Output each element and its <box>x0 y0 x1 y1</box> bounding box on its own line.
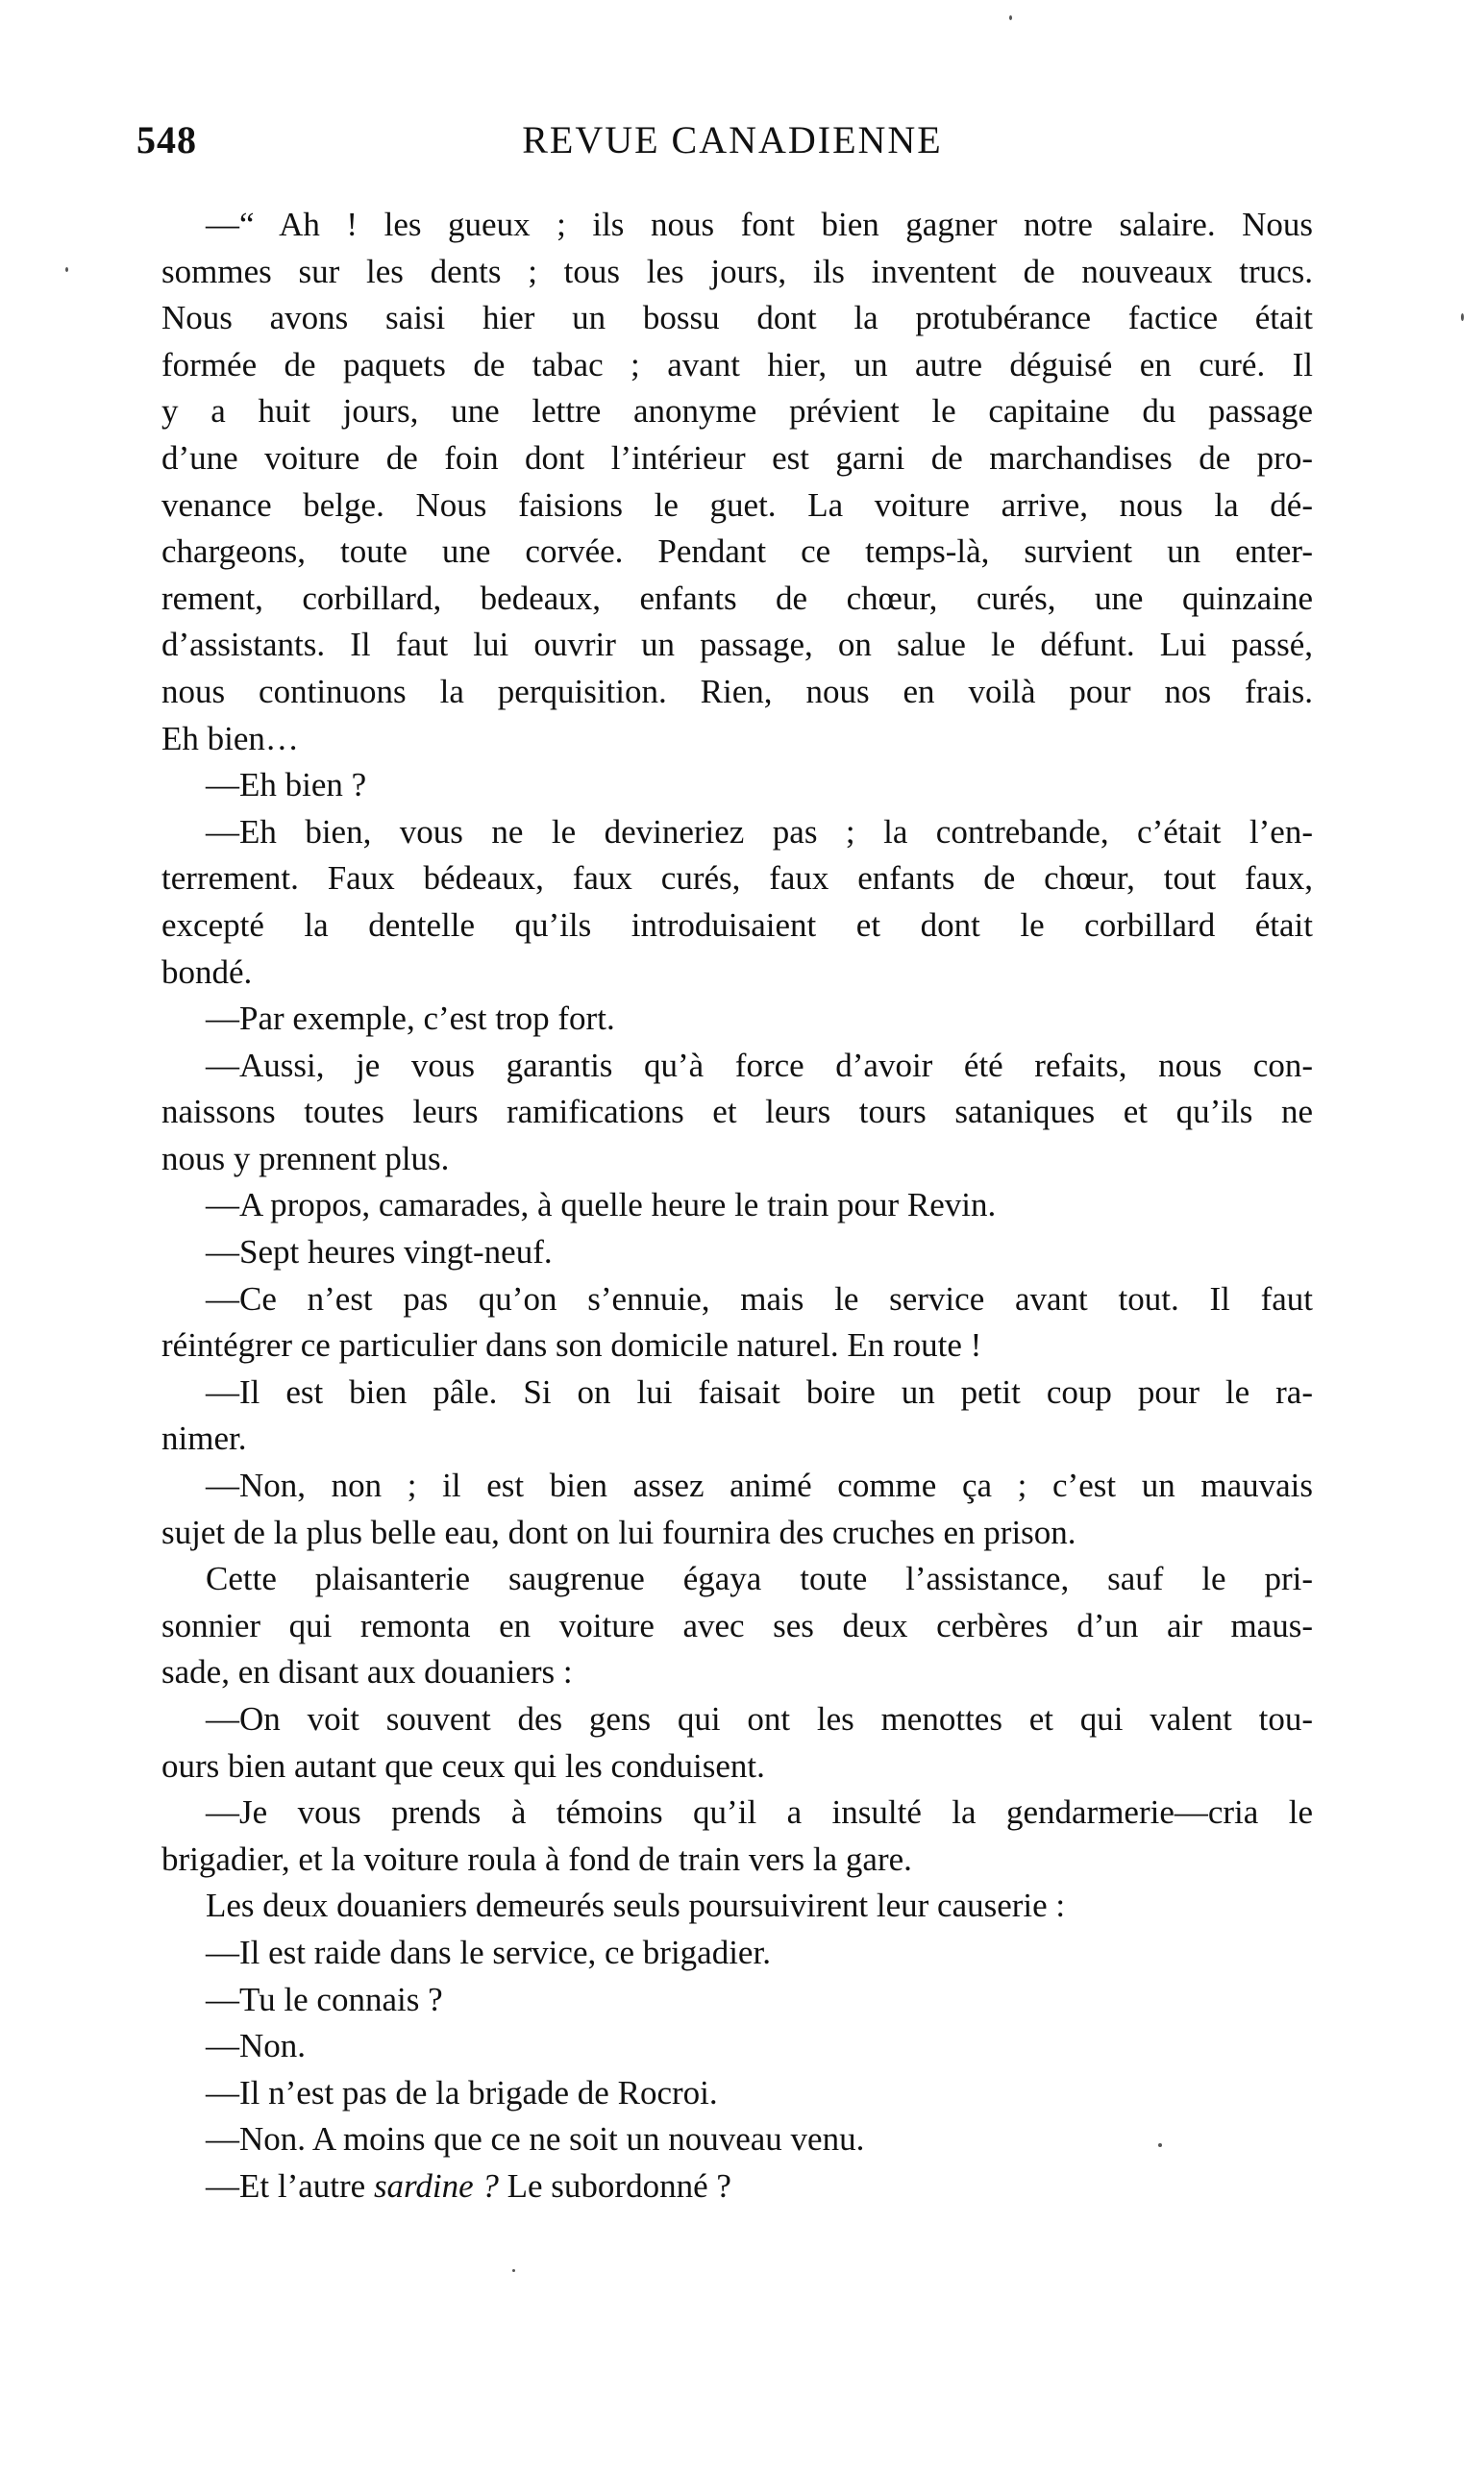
text-line: —A propos, camarades, à quelle heure le train pour Revin. <box>206 1186 997 1224</box>
text-line: naissons toutes leurs ramifications et leurs tours sataniques et qu’ils ne <box>161 1093 1313 1131</box>
text-line: nous continuons la perquisition. Rien, nous en voilà pour nos frais. <box>161 672 1313 710</box>
page-number: 548 <box>136 118 197 161</box>
scan-speck <box>512 2269 515 2272</box>
paragraph <box>161 1930 1313 1977</box>
paragraph <box>161 1043 1313 1183</box>
paragraph <box>161 996 1313 1043</box>
text-line: sonnier qui remonta en voiture avec ses deux cerbères d’un air maus- <box>161 1606 1313 1644</box>
text-line: sujet de la plus belle eau, dont on lui fournira des cruches en prison. <box>161 1513 1076 1551</box>
text-line: —“ Ah ! les gueux ; ils nous font bien gagner notre salaire. Nous <box>206 206 1313 243</box>
text-line: nous y prennent plus. <box>161 1139 450 1177</box>
paragraph <box>161 1229 1313 1276</box>
text-line: Cette plaisanterie saugrenue égaya toute l’assistance, sauf le pri- <box>206 1560 1313 1598</box>
paragraph <box>161 1883 1313 1930</box>
paragraph <box>161 1182 1313 1229</box>
text-line: sade, en disant aux douaniers : <box>161 1653 573 1692</box>
final-line-end: Le subordonné ? <box>498 2166 731 2205</box>
text-line: —Ce n’est pas qu’on s’ennuie, mais le service avant tout. Il faut <box>206 1279 1313 1318</box>
text-line: —Eh bien ? <box>206 766 367 804</box>
text-line: —Je vous prends à témoins qu’il a insulté la gendarmerie—cria le <box>206 1793 1313 1832</box>
text-line: —Par exemple, c’est trop fort. <box>206 1000 615 1038</box>
text-line: —Aussi, je vous garantis qu’à force d’avoir été refaits, nous con- <box>206 1046 1313 1084</box>
text-line: excepté la dentelle qu’ils introduisaient et dont le corbillard était <box>161 905 1313 944</box>
paragraph <box>161 1977 1313 2024</box>
text-line: —Il est raide dans le service, ce brigadier. <box>206 1933 771 1971</box>
text-line: —Non. A moins que ce ne soit un nouveau venu. <box>206 2120 865 2159</box>
text-line: —Sept heures vingt-neuf. <box>206 1233 553 1272</box>
paragraph <box>161 1463 1313 1556</box>
text-line: nimer. <box>161 1420 247 1458</box>
paragraph <box>161 2070 1313 2117</box>
text-line: formée de paquets de tabac ; avant hier, un autre déguisé en curé. Il <box>161 345 1313 383</box>
text-line: ours bien autant que ceux qui les conduisent. <box>161 1746 765 1785</box>
text-line: —On voit souvent des gens qui ont les menottes et qui valent tou- <box>206 1700 1313 1738</box>
text-line: —Il n’est pas de la brigade de Rocroi. <box>206 2073 718 2112</box>
text-line: —Non. <box>206 2027 307 2065</box>
text-line: d’une voiture de foin dont l’intérieur est garni de marchandises de pro- <box>161 438 1313 477</box>
text-line: —Il est bien pâle. Si on lui faisait boire un petit coup pour le ra- <box>206 1372 1313 1411</box>
paragraph <box>161 1696 1313 1790</box>
paragraph <box>161 809 1313 996</box>
page-header <box>136 117 1328 175</box>
text-line: terrement. Faux bédeaux, faux curés, faux enfants de chœur, tout faux, <box>161 859 1313 898</box>
text-line: d’assistants. Il faut lui ouvrir un passage, on salue le défunt. Lui passé, <box>161 626 1313 664</box>
scan-speck <box>1009 15 1012 20</box>
paragraph <box>161 2023 1313 2070</box>
final-line <box>161 2163 1313 2211</box>
text-line: —Eh bien, vous ne le devineriez pas ; la contrebande, c’était l’en- <box>206 812 1313 851</box>
text-line: rement, corbillard, bedeaux, enfants de chœur, curés, une quinzaine <box>161 579 1313 617</box>
scan-speck <box>1158 2143 1162 2147</box>
scan-speck <box>1461 313 1464 321</box>
text-line: brigadier, et la voiture roula à fond de train vers la gare. <box>161 1840 912 1878</box>
italic-word: sardine ? <box>373 2166 499 2205</box>
paragraph <box>161 2116 1313 2163</box>
text-line: —Tu le connais ? <box>206 1980 443 2018</box>
paragraph <box>161 202 1313 762</box>
paragraph <box>161 1790 1313 1883</box>
scan-speck <box>65 267 68 272</box>
paragraph <box>161 1276 1313 1370</box>
text-line: Nous avons saisi hier un bossu dont la protubérance factice était <box>161 299 1313 337</box>
running-title: REVUE CANADIENNE <box>522 118 943 161</box>
final-line-start: —Et l’autre <box>206 2166 374 2205</box>
text-line: sommes sur les dents ; tous les jours, ils inventent de nouveaux trucs. <box>161 252 1313 290</box>
text-line: Les deux douaniers demeurés seuls poursuivirent leur causerie : <box>206 1887 1066 1925</box>
paragraph <box>161 762 1313 809</box>
paragraph <box>161 1556 1313 1696</box>
text-line: y a huit jours, une lettre anonyme prévient le capitaine du passage <box>161 392 1313 431</box>
text-line: Eh bien… <box>161 719 299 757</box>
text-line: —Non, non ; il est bien assez animé comme ça ; c’est un mauvais <box>206 1467 1313 1505</box>
text-line: chargeons, toute une corvée. Pendant ce temps-là, survient un enter- <box>161 532 1313 571</box>
body-text <box>161 202 1313 2211</box>
text-line: venance belge. Nous faisions le guet. La voiture arrive, nous la dé- <box>161 485 1313 524</box>
text-line: réintégrer ce particulier dans son domicile naturel. En route ! <box>161 1326 982 1365</box>
paragraph <box>161 1370 1313 1463</box>
text-line: bondé. <box>161 952 253 991</box>
